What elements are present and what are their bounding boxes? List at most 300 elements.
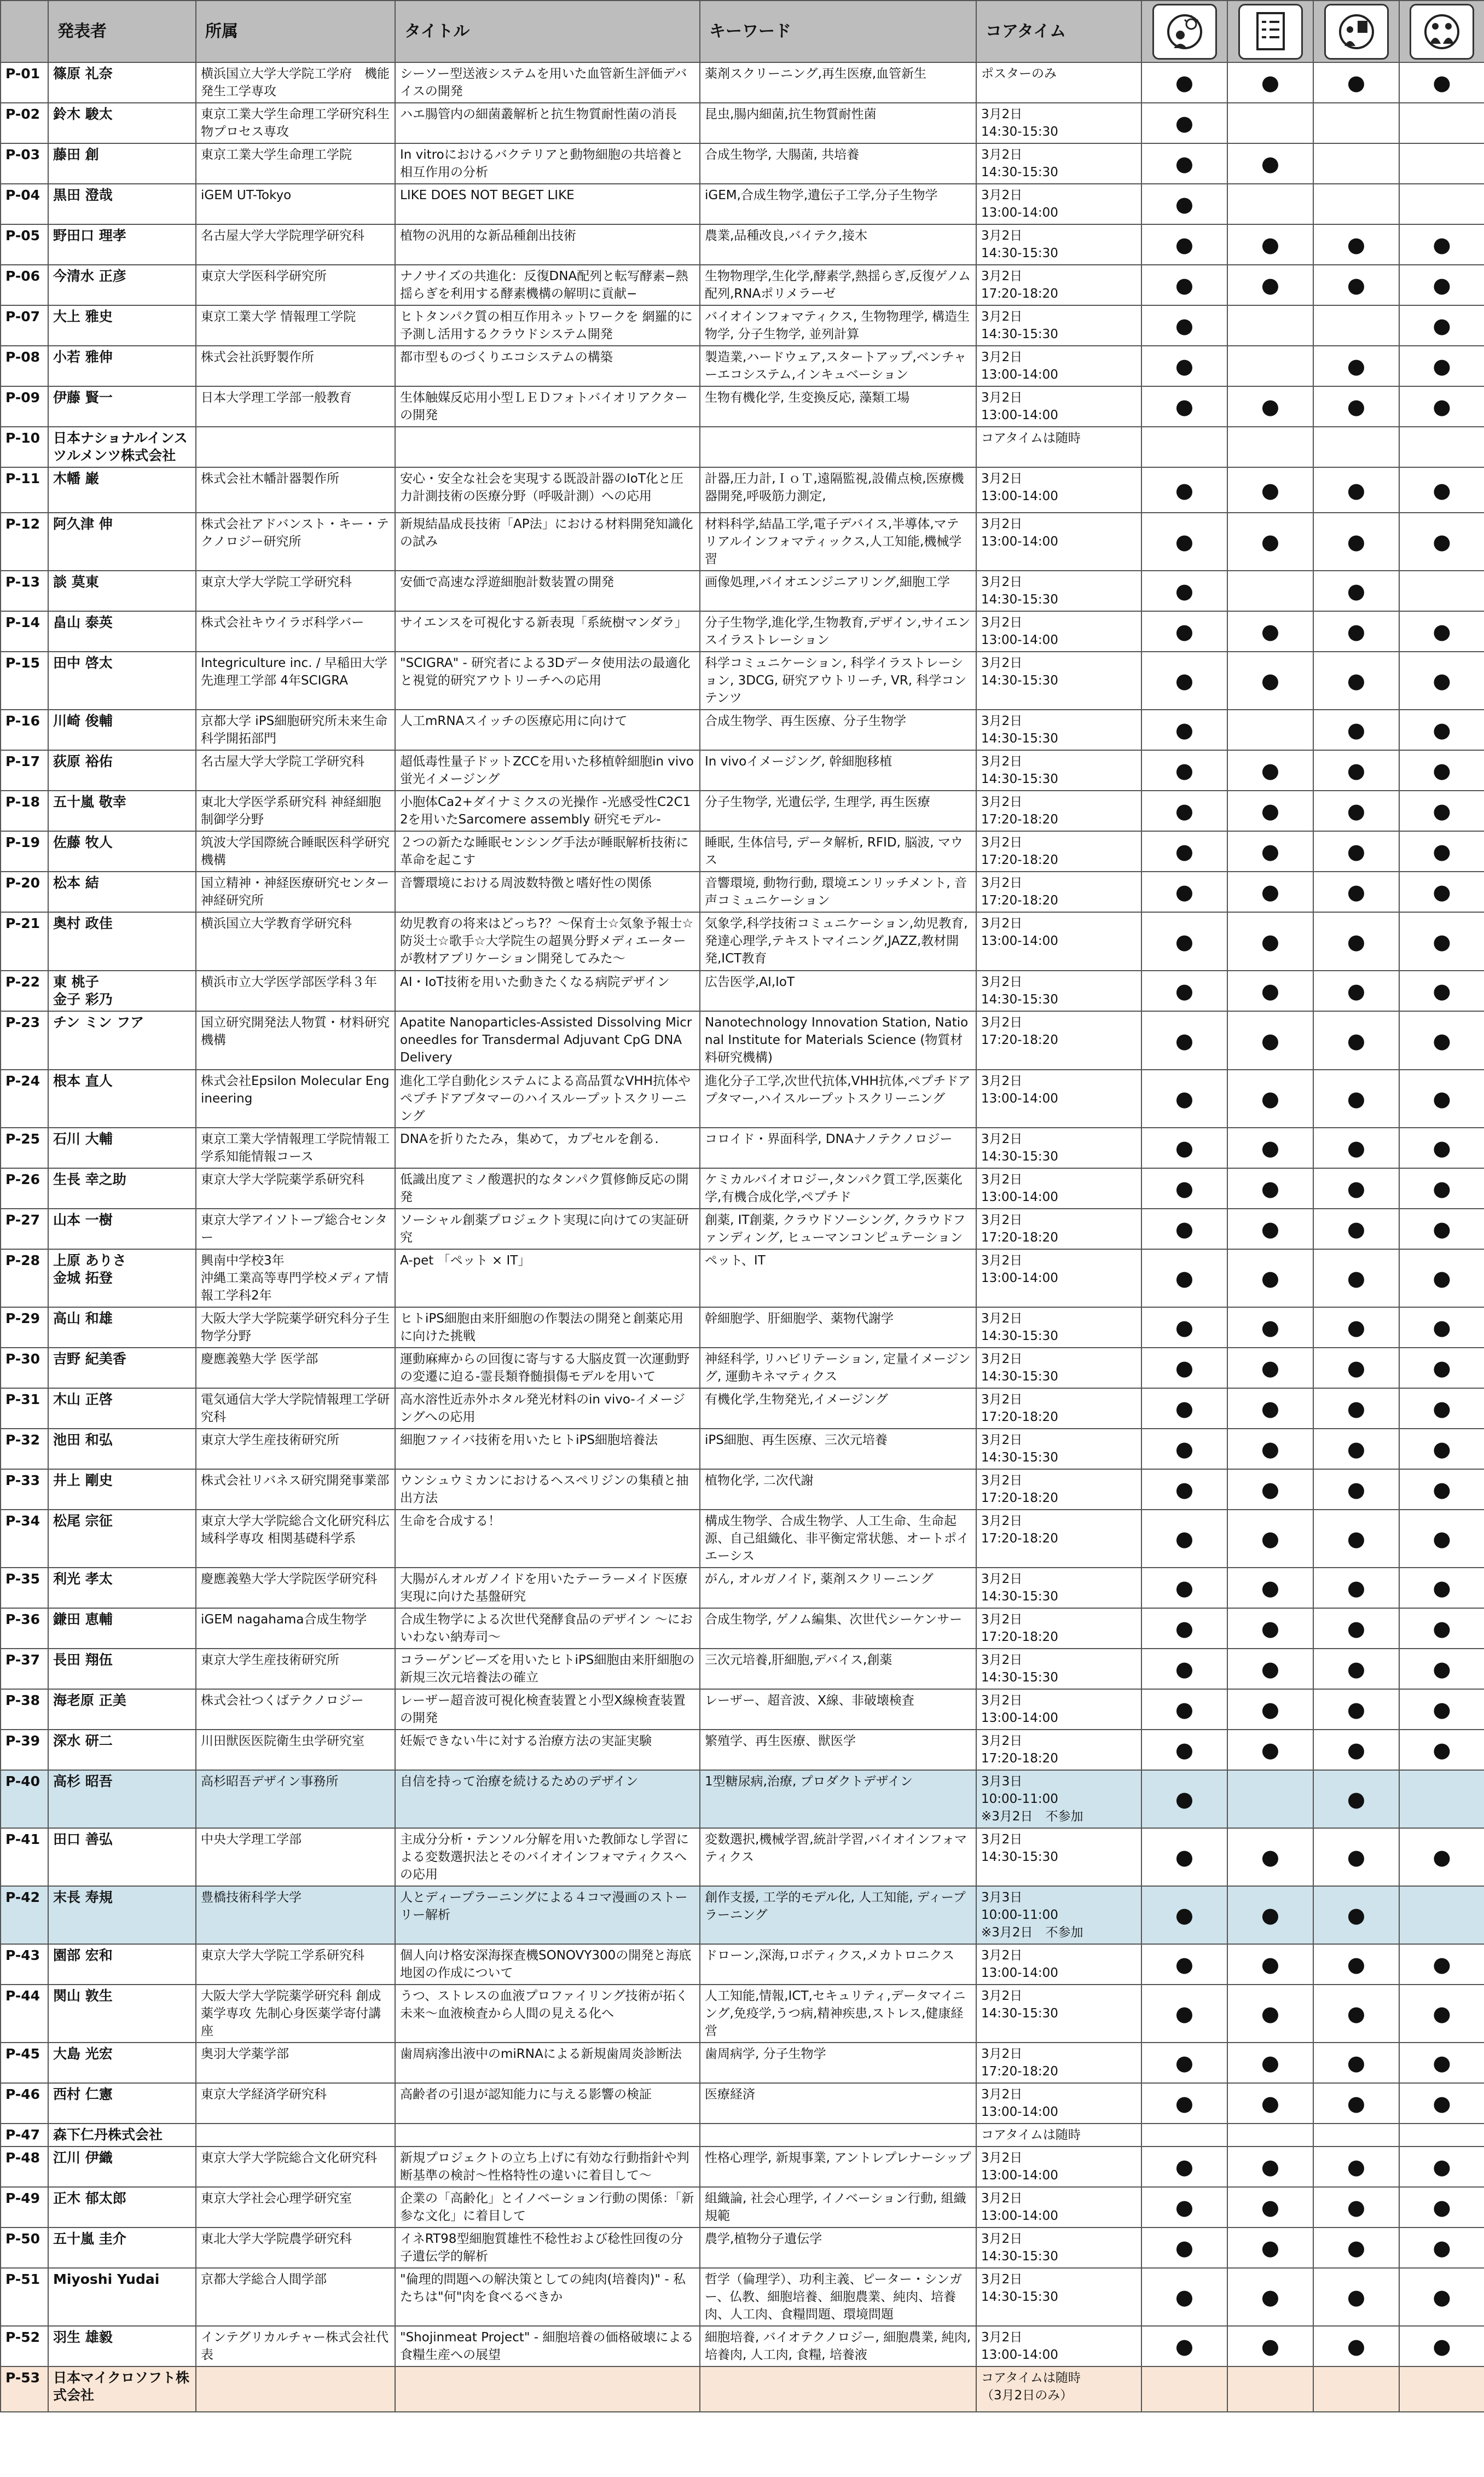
row-affiliation: 慶應義塾大学 医学部 bbox=[196, 1348, 395, 1388]
header-icon-4 bbox=[1399, 1, 1484, 62]
category-3-mark bbox=[1313, 103, 1399, 143]
row-keywords: 歯周病学, 分子生物学 bbox=[700, 2043, 976, 2083]
category-4-mark: ● bbox=[1399, 2147, 1484, 2187]
table-row bbox=[1, 2124, 1484, 2147]
category-1-mark: ● bbox=[1141, 467, 1227, 513]
table-row bbox=[1, 2147, 1484, 2187]
row-title: Apatite Nanoparticles-Assisted Dissolving Microneedles for Transdermal Adjuvant CpG DNA Delivery bbox=[395, 1011, 700, 1070]
category-3-mark: ● bbox=[1313, 912, 1399, 971]
row-title: 生体触媒反応用小型ＬＥＤフォトバイオリアクターの開発 bbox=[395, 386, 700, 427]
row-affiliation: 京都大学 iPS細胞研究所未来生命科学開拓部門 bbox=[196, 710, 395, 750]
row-keywords: 音響環境, 動物行動, 環境エンリッチメント, 音声コミュニケーション bbox=[700, 872, 976, 912]
row-presenter: 木山 正啓 bbox=[48, 1388, 196, 1429]
category-1-mark: ● bbox=[1141, 2147, 1227, 2187]
row-presenter: 田中 啓太 bbox=[48, 652, 196, 710]
row-title: ナノサイズの共進化：反復DNA配列と転写酵素−熱揺らぎを利用する酵素機構の解明に貢献− bbox=[395, 265, 700, 305]
row-presenter: 藤田 創 bbox=[48, 143, 196, 184]
row-title: 進化工学自動化システムによる高品質なVHH抗体やペプチドアプタマーのハイスループットスクリーニング bbox=[395, 1070, 700, 1128]
category-2-mark: ● bbox=[1227, 1128, 1313, 1168]
category-1-mark: ● bbox=[1141, 1608, 1227, 1649]
row-affiliation: 東京大学生産技術研究所 bbox=[196, 1429, 395, 1469]
row-affiliation: 豊橋技術科学大学 bbox=[196, 1886, 395, 1944]
category-3-mark: ● bbox=[1313, 1730, 1399, 1770]
row-presenter: 山本 一樹 bbox=[48, 1209, 196, 1249]
row-keywords: 分子生物学,進化学,生物教育,デザイン,サイエンスイラストレーション bbox=[700, 611, 976, 652]
category-3-mark: ● bbox=[1313, 2227, 1399, 2268]
category-1-mark: ● bbox=[1141, 265, 1227, 305]
table-row bbox=[1, 611, 1484, 652]
category-4-mark: ● bbox=[1399, 1388, 1484, 1429]
row-title: 歯周病滲出液中のmiRNAによる新規歯周炎診断法 bbox=[395, 2043, 700, 2083]
row-affiliation: 東京大学大学院工学研究科 bbox=[196, 571, 395, 611]
category-3-mark: ● bbox=[1313, 1608, 1399, 1649]
table-row bbox=[1, 1128, 1484, 1168]
row-keywords: 気象学,科学技術コミュニケーション,幼児教育,発達心理学,テキストマイニング,JAZZ,教材開発,ICT教育 bbox=[700, 912, 976, 971]
category-2-mark: ● bbox=[1227, 750, 1313, 791]
row-coretime: 3月2日 17:20-18:20 bbox=[976, 1730, 1141, 1770]
table-row bbox=[1, 1249, 1484, 1307]
category-4-mark: ● bbox=[1399, 265, 1484, 305]
row-affiliation: 東京大学アイソトープ総合センター bbox=[196, 1209, 395, 1249]
row-keywords: 農学,植物分子遺伝学 bbox=[700, 2227, 976, 2268]
row-title: 企業の「高齢化」とイノベーション行動の関係：「新参な文化」に着目して bbox=[395, 2187, 700, 2227]
row-affiliation: 興南中学校3年 沖縄工業高等専門学校メディア情報工学科2年 bbox=[196, 1249, 395, 1307]
row-presenter: 五十嵐 敬幸 bbox=[48, 791, 196, 831]
row-keywords: 合成生物学, 大腸菌, 共培養 bbox=[700, 143, 976, 184]
category-4-mark: ● bbox=[1399, 912, 1484, 971]
category-2-mark: ● bbox=[1227, 1168, 1313, 1209]
row-title: ２つの新たな睡眠センシング手法が睡眠解析技術に革命を起こす bbox=[395, 831, 700, 872]
table-row bbox=[1, 912, 1484, 971]
table-row bbox=[1, 1944, 1484, 1985]
row-presenter: 篠原 礼奈 bbox=[48, 62, 196, 103]
row-id: P-03 bbox=[1, 143, 48, 184]
category-2-mark: ● bbox=[1227, 1730, 1313, 1770]
category-4-mark bbox=[1399, 427, 1484, 467]
row-title bbox=[395, 427, 700, 467]
row-title: サイエンスを可視化する新表現「系統樹マンダラ」 bbox=[395, 611, 700, 652]
category-3-mark: ● bbox=[1313, 1886, 1399, 1944]
category-4-mark bbox=[1399, 1770, 1484, 1828]
row-coretime: 3月2日 13:00-14:00 bbox=[976, 912, 1141, 971]
row-presenter: 池田 和弘 bbox=[48, 1429, 196, 1469]
category-2-mark: ● bbox=[1227, 2326, 1313, 2366]
row-affiliation: 株式会社キウイラボ科学バー bbox=[196, 611, 395, 652]
category-3-mark: ● bbox=[1313, 1469, 1399, 1510]
row-coretime: 3月2日 14:30-15:30 bbox=[976, 1307, 1141, 1348]
row-keywords: 創薬, IT創薬, クラウドソーシング, クラウドファンディング, ヒューマンコンピュテーション bbox=[700, 1209, 976, 1249]
header-icon-1 bbox=[1141, 1, 1227, 62]
row-coretime: 3月2日 13:00-14:00 bbox=[976, 346, 1141, 386]
row-id: P-07 bbox=[1, 305, 48, 346]
row-coretime: 3月2日 17:20-18:20 bbox=[976, 1388, 1141, 1429]
category-2-mark: ● bbox=[1227, 1209, 1313, 1249]
category-1-mark: ● bbox=[1141, 872, 1227, 912]
row-presenter: 長田 翔伍 bbox=[48, 1649, 196, 1689]
table-row bbox=[1, 1307, 1484, 1348]
category-4-mark bbox=[1399, 103, 1484, 143]
row-keywords: iGEM,合成生物学,遺伝子工学,分子生物学 bbox=[700, 184, 976, 224]
row-affiliation: 東京工業大学生命理工学院 bbox=[196, 143, 395, 184]
category-1-mark: ● bbox=[1141, 1249, 1227, 1307]
row-title: "SCIGRA" - 研究者による3Dデータ使用法の最適化と視覚的研究アウトリーチへの応用 bbox=[395, 652, 700, 710]
category-3-mark: ● bbox=[1313, 1770, 1399, 1828]
category-4-mark: ● bbox=[1399, 831, 1484, 872]
category-4-mark: ● bbox=[1399, 513, 1484, 571]
row-keywords: 細胞培養, バイオテクノロジー, 細胞農業, 純肉, 培養肉, 人工肉, 食糧, 培養液 bbox=[700, 2326, 976, 2366]
row-coretime: 3月2日 13:00-14:00 bbox=[976, 2083, 1141, 2124]
category-2-mark: ● bbox=[1227, 467, 1313, 513]
category-2-mark: ● bbox=[1227, 2268, 1313, 2326]
row-keywords bbox=[700, 427, 976, 467]
table-row bbox=[1, 1011, 1484, 1070]
row-id: P-44 bbox=[1, 1985, 48, 2043]
row-keywords: 科学コミュニケーション, 科学イラストレーション, 3DCG, 研究アウトリーチ, VR, 科学コンテンツ bbox=[700, 652, 976, 710]
category-1-mark: ● bbox=[1141, 1307, 1227, 1348]
category-3-mark: ● bbox=[1313, 1944, 1399, 1985]
table-row bbox=[1, 1070, 1484, 1128]
row-keywords: ドローン,深海,ロボティクス,メカトロニクス bbox=[700, 1944, 976, 1985]
category-4-mark: ● bbox=[1399, 1828, 1484, 1886]
row-affiliation: 東京大学経済学研究科 bbox=[196, 2083, 395, 2124]
category-1-mark: ● bbox=[1141, 1070, 1227, 1128]
row-affiliation: インテグリカルチャー株式会社代表 bbox=[196, 2326, 395, 2366]
row-id: P-37 bbox=[1, 1649, 48, 1689]
category-4-mark: ● bbox=[1399, 1348, 1484, 1388]
category-4-mark bbox=[1399, 2366, 1484, 2412]
row-presenter: 畠山 泰英 bbox=[48, 611, 196, 652]
category-4-mark: ● bbox=[1399, 2268, 1484, 2326]
row-title: 植物の汎用的な新品種創出技術 bbox=[395, 224, 700, 265]
category-4-mark: ● bbox=[1399, 652, 1484, 710]
row-presenter: 末長 寿規 bbox=[48, 1886, 196, 1944]
row-coretime: 3月2日 17:20-18:20 bbox=[976, 2043, 1141, 2083]
category-3-mark: ● bbox=[1313, 1649, 1399, 1689]
category-2-mark: ● bbox=[1227, 143, 1313, 184]
category-3-mark: ● bbox=[1313, 1011, 1399, 1070]
row-id: P-53 bbox=[1, 2366, 48, 2412]
row-affiliation: 名古屋大学大学院工学研究科 bbox=[196, 750, 395, 791]
row-id: P-50 bbox=[1, 2227, 48, 2268]
category-4-mark: ● bbox=[1399, 2043, 1484, 2083]
row-id: P-11 bbox=[1, 467, 48, 513]
row-id: P-40 bbox=[1, 1770, 48, 1828]
category-1-mark: ● bbox=[1141, 1730, 1227, 1770]
row-affiliation: 中央大学理工学部 bbox=[196, 1828, 395, 1886]
header-keywords: キーワード bbox=[700, 1, 976, 62]
row-coretime: 3月2日 17:20-18:20 bbox=[976, 1209, 1141, 1249]
table-row bbox=[1, 2083, 1484, 2124]
table-row bbox=[1, 143, 1484, 184]
row-keywords: 画像処理,バイオエンジニアリング,細胞工学 bbox=[700, 571, 976, 611]
category-4-mark: ● bbox=[1399, 971, 1484, 1011]
category-1-mark: ● bbox=[1141, 1770, 1227, 1828]
header-row bbox=[1, 1, 1484, 62]
row-affiliation: 慶應義塾大学大学院医学研究科 bbox=[196, 1568, 395, 1608]
category-4-mark: ● bbox=[1399, 1209, 1484, 1249]
row-keywords: がん, オルガノイド, 薬剤スクリーニング bbox=[700, 1568, 976, 1608]
row-keywords: 薬剤スクリーニング,再生医療,血管新生 bbox=[700, 62, 976, 103]
row-affiliation: 大阪大学大学院薬学研究科 創成薬学専攻 先制心身医薬学寄付講座 bbox=[196, 1985, 395, 2043]
row-keywords: 構成生物学、合成生物学、人工生命、生命起源、自己組織化、非平衡定常状態、オートポイエーシス bbox=[700, 1510, 976, 1568]
category-1-mark: ● bbox=[1141, 971, 1227, 1011]
category-1-mark: ● bbox=[1141, 1429, 1227, 1469]
row-presenter: 阿久津 伸 bbox=[48, 513, 196, 571]
row-affiliation: 横浜国立大学大学院工学府 機能発生工学専攻 bbox=[196, 62, 395, 103]
row-coretime: 3月3日 10:00-11:00 ※3月2日 不参加 bbox=[976, 1770, 1141, 1828]
header-affiliation: 所属 bbox=[196, 1, 395, 62]
table-row bbox=[1, 1730, 1484, 1770]
row-coretime: 3月2日 13:00-14:00 bbox=[976, 1944, 1141, 1985]
category-3-mark: ● bbox=[1313, 2147, 1399, 2187]
table-row bbox=[1, 1649, 1484, 1689]
row-title: 運動麻痺からの回復に寄与する大脳皮質一次運動野の変遷に迫る-霊長類脊髄損傷モデルを用いて bbox=[395, 1348, 700, 1388]
row-keywords bbox=[700, 2124, 976, 2147]
category-4-mark: ● bbox=[1399, 224, 1484, 265]
row-id: P-28 bbox=[1, 1249, 48, 1307]
table-row bbox=[1, 2268, 1484, 2326]
row-title: イネRT98型細胞質雄性不稔性および稔性回復の分子遺伝学的解析 bbox=[395, 2227, 700, 2268]
row-affiliation: 株式会社浜野製作所 bbox=[196, 346, 395, 386]
row-presenter: 松尾 宗征 bbox=[48, 1510, 196, 1568]
category-3-mark: ● bbox=[1313, 831, 1399, 872]
category-3-mark: ● bbox=[1313, 1510, 1399, 1568]
row-presenter: 高杉 昭吾 bbox=[48, 1770, 196, 1828]
row-title: 都市型ものづくりエコシステムの構築 bbox=[395, 346, 700, 386]
category-4-mark: ● bbox=[1399, 467, 1484, 513]
category-1-mark: ● bbox=[1141, 2326, 1227, 2366]
row-affiliation: 川田獣医医院衛生虫学研究室 bbox=[196, 1730, 395, 1770]
category-2-mark: ● bbox=[1227, 513, 1313, 571]
row-title: 人工mRNAスイッチの医療応用に向けて bbox=[395, 710, 700, 750]
table-row bbox=[1, 1510, 1484, 1568]
row-id: P-34 bbox=[1, 1510, 48, 1568]
table-row bbox=[1, 2043, 1484, 2083]
row-coretime: 3月2日 17:20-18:20 bbox=[976, 1608, 1141, 1649]
category-4-mark: ● bbox=[1399, 1011, 1484, 1070]
row-coretime: 3月2日 14:30-15:30 bbox=[976, 1348, 1141, 1388]
category-3-mark: ● bbox=[1313, 2043, 1399, 2083]
category-3-mark bbox=[1313, 2366, 1399, 2412]
table-row bbox=[1, 1828, 1484, 1886]
row-affiliation: 横浜国立大学教育学研究科 bbox=[196, 912, 395, 971]
row-coretime: 3月2日 14:30-15:30 bbox=[976, 1568, 1141, 1608]
category-4-mark: ● bbox=[1399, 1070, 1484, 1128]
row-coretime: 3月2日 14:30-15:30 bbox=[976, 652, 1141, 710]
row-coretime: 3月2日 14:30-15:30 bbox=[976, 305, 1141, 346]
table-row bbox=[1, 1689, 1484, 1730]
category-2-mark bbox=[1227, 427, 1313, 467]
row-affiliation: Integriculture inc. / 早稲田大学先進理工学部 4年SCIGRA bbox=[196, 652, 395, 710]
row-keywords: バイオインフォマティクス, 生物物理学, 構造生物学, 分子生物学, 並列計算 bbox=[700, 305, 976, 346]
row-presenter: 伊藤 賢一 bbox=[48, 386, 196, 427]
table-row bbox=[1, 103, 1484, 143]
row-presenter: 今清水 正彦 bbox=[48, 265, 196, 305]
row-affiliation bbox=[196, 2124, 395, 2147]
row-keywords: 合成生物学、再生医療、分子生物学 bbox=[700, 710, 976, 750]
row-affiliation: 東京工業大学情報理工学院情報工学系知能情報コース bbox=[196, 1128, 395, 1168]
category-3-mark: ● bbox=[1313, 571, 1399, 611]
category-4-mark: ● bbox=[1399, 2187, 1484, 2227]
row-keywords: 進化分子工学,次世代抗体,VHH抗体,ペプチドアプタマー,ハイスループットスクリーニング bbox=[700, 1070, 976, 1128]
row-affiliation: 株式会社アドバンスト・キー・テクノロジー研究所 bbox=[196, 513, 395, 571]
category-4-mark: ● bbox=[1399, 1510, 1484, 1568]
row-affiliation: iGEM UT-Tokyo bbox=[196, 184, 395, 224]
row-affiliation: 東京大学大学院総合文化研究科 bbox=[196, 2147, 395, 2187]
row-keywords: 広告医学,AI,IoT bbox=[700, 971, 976, 1011]
category-3-mark: ● bbox=[1313, 652, 1399, 710]
row-title: 細胞ファイバ技術を用いたヒトiPS細胞培養法 bbox=[395, 1429, 700, 1469]
row-presenter: 日本マイクロソフト株式会社 bbox=[48, 2366, 196, 2412]
category-2-mark: ● bbox=[1227, 1469, 1313, 1510]
category-3-mark: ● bbox=[1313, 1209, 1399, 1249]
category-2-mark: ● bbox=[1227, 1011, 1313, 1070]
row-presenter: 鈴木 駿太 bbox=[48, 103, 196, 143]
category-1-mark: ● bbox=[1141, 1568, 1227, 1608]
row-title bbox=[395, 2124, 700, 2147]
row-id: P-09 bbox=[1, 386, 48, 427]
category-3-mark: ● bbox=[1313, 1568, 1399, 1608]
row-presenter: 羽生 雄毅 bbox=[48, 2326, 196, 2366]
category-2-mark: ● bbox=[1227, 611, 1313, 652]
row-coretime: 3月2日 13:00-14:00 bbox=[976, 2147, 1141, 2187]
presenter-board-icon bbox=[1324, 4, 1389, 60]
category-4-mark: ● bbox=[1399, 1469, 1484, 1510]
category-4-mark: ● bbox=[1399, 1608, 1484, 1649]
category-3-mark bbox=[1313, 143, 1399, 184]
category-4-mark: ● bbox=[1399, 872, 1484, 912]
table-row bbox=[1, 872, 1484, 912]
row-title: 低識出度アミノ酸選択的なタンパク質修飾反応の開発 bbox=[395, 1168, 700, 1209]
lightbulb-person-icon bbox=[1152, 4, 1217, 60]
row-affiliation: 日本大学理工学部一般教育 bbox=[196, 386, 395, 427]
row-coretime: 3月2日 17:20-18:20 bbox=[976, 1510, 1141, 1568]
row-id: P-33 bbox=[1, 1469, 48, 1510]
row-keywords: 製造業,ハードウェア,スタートアップ,ベンチャーエコシステム,インキュベーション bbox=[700, 346, 976, 386]
row-title: レーザー超音波可視化検査装置と小型X線検査装置の開発 bbox=[395, 1689, 700, 1730]
category-2-mark: ● bbox=[1227, 1886, 1313, 1944]
category-1-mark: ● bbox=[1141, 224, 1227, 265]
row-affiliation: 東京大学生産技術研究所 bbox=[196, 1649, 395, 1689]
row-affiliation: 東北大学医学系研究科 神経細胞制御学分野 bbox=[196, 791, 395, 831]
row-id: P-46 bbox=[1, 2083, 48, 2124]
row-coretime: コアタイムは随時 bbox=[976, 427, 1141, 467]
row-affiliation: 株式会社つくばテクノロジー bbox=[196, 1689, 395, 1730]
category-4-mark: ● bbox=[1399, 791, 1484, 831]
row-coretime: 3月3日 10:00-11:00 ※3月2日 不参加 bbox=[976, 1886, 1141, 1944]
table-row bbox=[1, 265, 1484, 305]
row-presenter: 荻原 裕佑 bbox=[48, 750, 196, 791]
category-2-mark bbox=[1227, 2124, 1313, 2147]
row-title: DNAを折りたたみ，集めて，カプセルを創る. bbox=[395, 1128, 700, 1168]
row-title: 新規結晶成長技術「AP法」における材料開発知識化の試み bbox=[395, 513, 700, 571]
checklist-icon bbox=[1238, 4, 1303, 60]
table-row bbox=[1, 791, 1484, 831]
table-row bbox=[1, 184, 1484, 224]
row-keywords: 三次元培養,肝細胞,デバイス,創薬 bbox=[700, 1649, 976, 1689]
row-id: P-47 bbox=[1, 2124, 48, 2147]
row-coretime: 3月2日 14:30-15:30 bbox=[976, 1828, 1141, 1886]
row-presenter: 井上 剛史 bbox=[48, 1469, 196, 1510]
row-title: AI・IoT技術を用いた動きたくなる病院デザイン bbox=[395, 971, 700, 1011]
row-keywords: 植物化学, 二次代謝 bbox=[700, 1469, 976, 1510]
row-coretime: 3月2日 13:00-14:00 bbox=[976, 2326, 1141, 2366]
row-presenter: 談 莫東 bbox=[48, 571, 196, 611]
row-coretime: 3月2日 14:30-15:30 bbox=[976, 103, 1141, 143]
category-2-mark: ● bbox=[1227, 652, 1313, 710]
row-id: P-18 bbox=[1, 791, 48, 831]
row-affiliation bbox=[196, 427, 395, 467]
category-2-mark: ● bbox=[1227, 1510, 1313, 1568]
category-1-mark: ● bbox=[1141, 513, 1227, 571]
table-row bbox=[1, 1886, 1484, 1944]
row-id: P-14 bbox=[1, 611, 48, 652]
header-icon-2 bbox=[1227, 1, 1313, 62]
row-coretime: 3月2日 14:30-15:30 bbox=[976, 750, 1141, 791]
category-4-mark: ● bbox=[1399, 1689, 1484, 1730]
row-id: P-10 bbox=[1, 427, 48, 467]
category-3-mark: ● bbox=[1313, 971, 1399, 1011]
table-row bbox=[1, 652, 1484, 710]
table-row bbox=[1, 1429, 1484, 1469]
row-affiliation: 東京大学大学院薬学系研究科 bbox=[196, 1168, 395, 1209]
row-title: 主成分分析・テンソル分解を用いた教師なし学習による変数選択法とそのバイオインフォマティクスへの応用 bbox=[395, 1828, 700, 1886]
row-title: 生命を合成する！ bbox=[395, 1510, 700, 1568]
category-3-mark: ● bbox=[1313, 1070, 1399, 1128]
category-4-mark: ● bbox=[1399, 750, 1484, 791]
category-1-mark: ● bbox=[1141, 571, 1227, 611]
category-1-mark: ● bbox=[1141, 1209, 1227, 1249]
category-4-mark: ● bbox=[1399, 1985, 1484, 2043]
row-id: P-30 bbox=[1, 1348, 48, 1388]
category-2-mark: ● bbox=[1227, 1070, 1313, 1128]
row-coretime: 3月2日 14:30-15:30 bbox=[976, 143, 1141, 184]
category-2-mark: ● bbox=[1227, 224, 1313, 265]
row-affiliation: 東京大学大学院総合文化研究科広域科学専攻 相関基礎科学系 bbox=[196, 1510, 395, 1568]
category-3-mark: ● bbox=[1313, 1249, 1399, 1307]
category-4-mark: ● bbox=[1399, 2326, 1484, 2366]
category-1-mark: ● bbox=[1141, 1985, 1227, 2043]
table-row bbox=[1, 346, 1484, 386]
row-keywords: 創作支援, 工学的モデル化, 人工知能, ディープラーニング bbox=[700, 1886, 976, 1944]
category-3-mark: ● bbox=[1313, 791, 1399, 831]
table-row bbox=[1, 1985, 1484, 2043]
category-4-mark bbox=[1399, 143, 1484, 184]
category-2-mark: ● bbox=[1227, 831, 1313, 872]
row-coretime: 3月2日 14:30-15:30 bbox=[976, 1649, 1141, 1689]
row-coretime: 3月2日 14:30-15:30 bbox=[976, 1128, 1141, 1168]
table-row bbox=[1, 1568, 1484, 1608]
row-coretime: 3月2日 13:00-14:00 bbox=[976, 467, 1141, 513]
row-presenter: 西村 仁憲 bbox=[48, 2083, 196, 2124]
row-affiliation: 筑波大学国際統合睡眠医科学研究機構 bbox=[196, 831, 395, 872]
row-id: P-41 bbox=[1, 1828, 48, 1886]
row-keywords: コロイド・界面科学, DNAナノテクノロジー bbox=[700, 1128, 976, 1168]
table-row bbox=[1, 971, 1484, 1011]
row-keywords: ケミカルバイオロジー,タンパク質工学,医薬化学,有機合成化学,ペプチド bbox=[700, 1168, 976, 1209]
category-1-mark: ● bbox=[1141, 750, 1227, 791]
category-2-mark bbox=[1227, 1770, 1313, 1828]
row-presenter: 東 桃子 金子 彩乃 bbox=[48, 971, 196, 1011]
row-id: P-27 bbox=[1, 1209, 48, 1249]
row-affiliation: 株式会社木幡計器製作所 bbox=[196, 467, 395, 513]
category-3-mark: ● bbox=[1313, 872, 1399, 912]
row-title: 新規プロジェクトの立ち上げに有効な行動指針や判断基準の検討〜性格特性の違いに着目して〜 bbox=[395, 2147, 700, 2187]
row-affiliation: 株式会社リバネス研究開発事業部 bbox=[196, 1469, 395, 1510]
row-coretime: 3月2日 17:20-18:20 bbox=[976, 1469, 1141, 1510]
table-row bbox=[1, 1388, 1484, 1429]
row-presenter: 大上 雅史 bbox=[48, 305, 196, 346]
